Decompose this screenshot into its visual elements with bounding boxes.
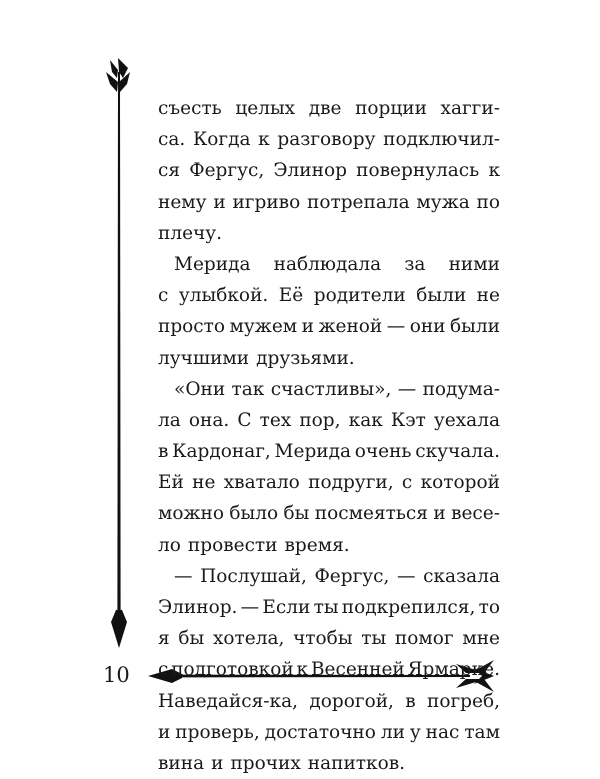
- text-line: плечу.: [158, 222, 223, 244]
- text-line: ла она. С тех пор, как Кэт уехала: [158, 409, 500, 431]
- text-line: Элинор. — Если ты подкрепился, то: [158, 597, 500, 618]
- text-line: с улыбкой. Её родители были не: [158, 285, 500, 307]
- text-line: «Они так счастливы», — подума-: [174, 378, 500, 400]
- text-line: с подготовкой к Весенней Ярмарке.: [158, 659, 500, 681]
- text-line: вина и прочих напитков.: [158, 752, 406, 774]
- page-number: 10: [103, 663, 130, 687]
- body-text: [158, 93, 500, 779]
- text-line: ло провести время.: [158, 534, 350, 556]
- text-line: Наведайся-ка, дорогой, в погреб,: [158, 690, 500, 712]
- text-line: и проверь, достаточно ли у нас там: [158, 721, 500, 743]
- text-line: Ей не хватало подруги, с которой: [158, 472, 500, 494]
- vertical-arrow-icon: [106, 58, 130, 648]
- text-line: — Послушай, Фергус, — сказала: [174, 565, 500, 587]
- text-line: Мерида наблюдала за ними: [174, 253, 500, 275]
- text-line: ся Фергус, Элинор повернулась к: [158, 160, 500, 182]
- text-line: в Кардонаг, Мерида очень скучала.: [158, 441, 500, 463]
- text-line: лучшими друзьями.: [158, 347, 355, 369]
- text-line: можно было бы посмеяться и весе-: [158, 503, 500, 525]
- text-line: просто мужем и женой — они были: [158, 316, 500, 338]
- text-line: са. Когда к разговору подключил-: [158, 129, 500, 151]
- text-line: съесть целых две порции хагги-: [158, 98, 500, 119]
- text-line: нему и игриво потрепала мужа по: [158, 191, 500, 213]
- text-line: я бы хотела, чтобы ты помог мне: [158, 628, 500, 650]
